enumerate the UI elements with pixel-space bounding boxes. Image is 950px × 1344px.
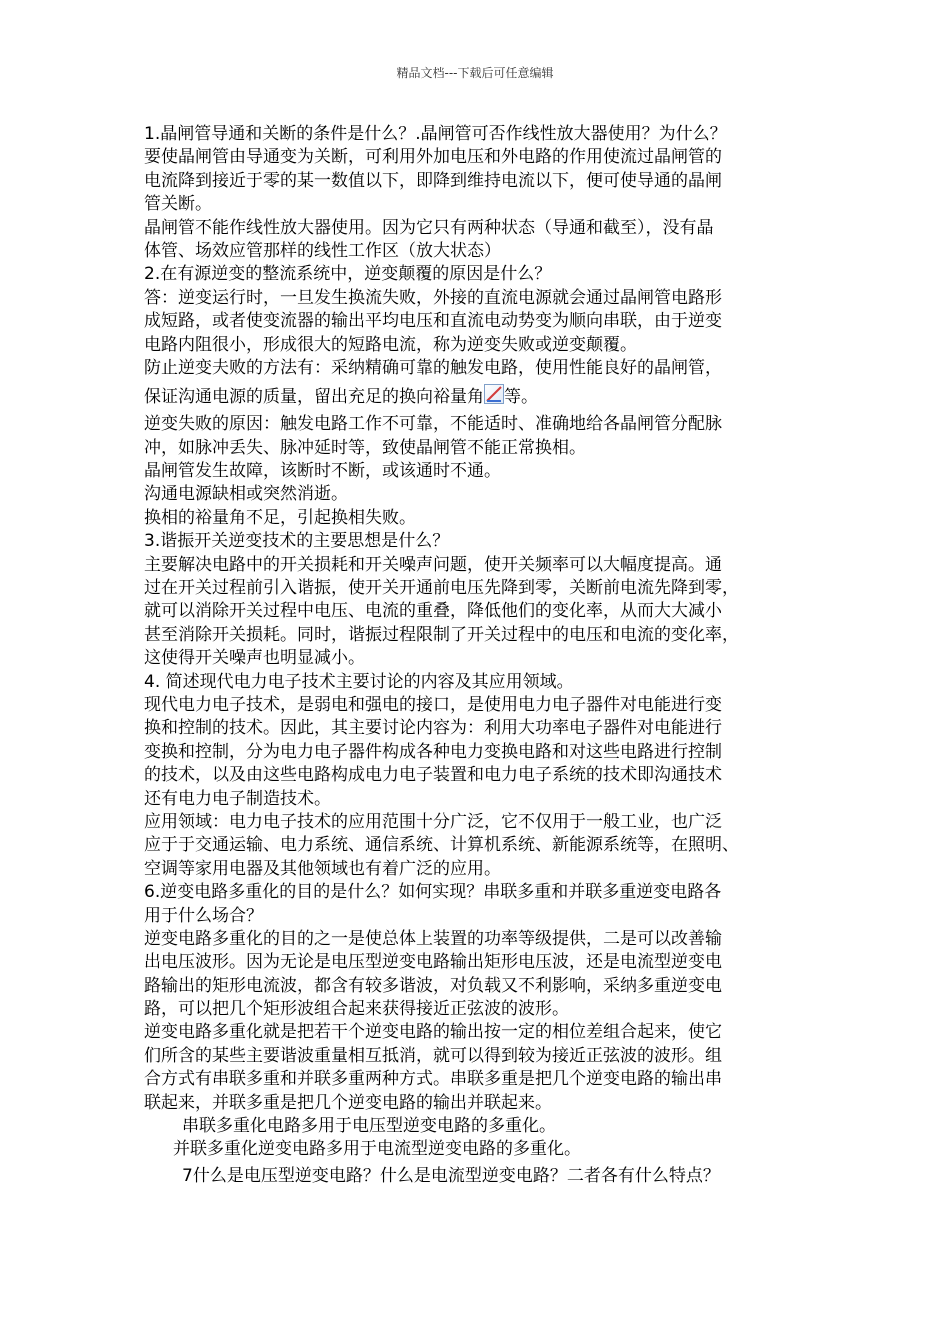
answer-6-line: 路，可以把几个矩形波组合起来获得接近正弦波的波形。: [144, 999, 569, 1020]
answer-2-line: 沟通电源缺相或突然消逝。: [144, 484, 348, 505]
answer-4-line: 的技术，以及由这些电路构成电力电子装置和电力电子系统的技术即沟通技术: [144, 765, 722, 786]
answer-2-line-with-image: [144, 380, 834, 413]
answer-4-line: 还有电力电子制造技术。: [144, 788, 331, 809]
answer-2-line: 逆变失败的原因：触发电路工作不可靠，不能适时、准确地给各晶闸管分配脉: [144, 414, 722, 435]
answer-1-line: 电流降到接近于零的某一数值以下，即降到维持电流以下，便可使导通的晶闸: [144, 170, 722, 191]
question-6-title: 用于什么场合？: [144, 905, 263, 926]
answer-4-line: 应于于交通运输、电力系统、通信系统、计算机系统、新能源系统等，在照明、: [144, 835, 739, 856]
answer-6-line: 合方式有串联多重和并联多重两种方式。串联多重是把几个逆变电路的输出串: [144, 1069, 722, 1090]
answer-4-line: 换和控制的技术。因此，其主要讨论内容为：利用大功率电子器件对电能进行: [144, 718, 722, 739]
answer-6-line: 并联多重化逆变电路多用于电流型逆变电路的多重化。: [173, 1139, 581, 1160]
question-6-title: 6.逆变电路多重化的目的是什么？如何实现？串联多重和并联多重逆变电路各: [144, 882, 722, 903]
answer-2-line: 答：逆变运行时，一旦发生换流失败，外接的直流电源就会通过晶闸管电路形: [144, 287, 722, 308]
answer-3-line: 甚至消除开关损耗。同时，谐振过程限制了开关过程中的电压和电流的变化率，: [144, 624, 739, 645]
answer-1-line: 晶闸管不能作线性放大器使用。因为它只有两种状态（导通和截至），没有晶: [144, 217, 714, 238]
question-2-title: 2.在有源逆变的整流系统中，逆变颠覆的原因是什么？: [144, 264, 552, 285]
answer-3-line: 主要解决电路中的开关损耗和开关噪声问题，使开关频率可以大幅度提高。通: [144, 554, 722, 575]
answer-3-line: 这使得开关噪声也明显减小。: [144, 648, 365, 669]
answer-6-line: 逆变电路多重化的目的之一是使总体上装置的功率等级提供，二是可以改善输: [144, 928, 722, 949]
answer-2-line: 防止逆变夫败的方法有：采纳精确可靠的触发电路，使用性能良好的晶闸管，: [144, 357, 722, 378]
question-3-title: 3.谐振开关逆变技术的主要思想是什么？: [144, 531, 450, 552]
answer-2-line: 电路内阻很小，形成很大的短路电流，称为逆变失败或逆变颠覆。: [144, 334, 637, 355]
answer-6-line: 逆变电路多重化就是把若干个逆变电路的输出按一定的相位差组合起来，使它: [144, 1022, 722, 1043]
document-body: [144, 123, 834, 1188]
answer-2-line: 换相的裕量角不足，引起换相失败。: [144, 507, 416, 528]
answer-6-line: 串联多重化电路多用于电压型逆变电路的多重化。: [182, 1116, 556, 1137]
answer-6-line: 出电压波形。因为无论是电压型逆变电路输出矩形电压波，还是电流型逆变电: [144, 952, 722, 973]
answer-4-line: 现代电力电子技术，是弱电和强电的接口，是使用电力电子器件对电能进行变: [144, 694, 722, 715]
answer-3-line: 就可以消除开关过程中电压、电流的重叠，降低他们的变化率，从而大大减小: [144, 601, 722, 622]
answer-1-line: 体管、场效应管那样的线性工作区（放大状态）: [144, 240, 501, 261]
answer-2-text: 保证沟通电源的质量，留出充足的换向裕量角: [144, 387, 484, 408]
answer-2-text: 等。: [504, 387, 538, 408]
answer-4-line: 空调等家用电器及其他领域也有着广泛的应用。: [144, 858, 501, 879]
answer-3-line: 过在开关过程前引入谐振，使开关开通前电压先降到零，关断前电流先降到零，: [144, 578, 739, 599]
answer-6-line: 联起来，并联多重是把几个逆变电路的输出并联起来。: [144, 1092, 552, 1113]
answer-4-line: 应用领域：电力电子技术的应用范围十分广泛，它不仅用于一般工业，也广泛: [144, 811, 722, 832]
question-1-title: 1.晶闸管导通和关断的条件是什么？.晶闸管可否作线性放大器使用？为什么？: [144, 124, 727, 144]
answer-1-line: 要使晶闸管由导通变为关断，可利用外加电压和外电路的作用使流过晶闸管的: [144, 147, 722, 168]
question-4-title: 4. 简述现代电力电子技术主要讨论的内容及其应用领域。: [144, 671, 574, 692]
answer-2-line: 冲，如脉冲丢失、脉冲延时等，致使晶闸管不能正常换相。: [144, 437, 586, 458]
question-7-title: 7什么是电压型逆变电路？什么是电流型逆变电路？二者各有什么特点？: [182, 1165, 720, 1186]
answer-6-line: 们所含的某些主要谐波重量相互抵消，就可以得到较为接近正弦波的波形。组: [144, 1045, 722, 1066]
answer-4-line: 变换和控制，分为电力电子器件构成各种电力变换电路和对这些电路进行控制: [144, 741, 722, 762]
page-header: 精品文档---下载后可任意编辑: [396, 66, 554, 80]
answer-2-line: 晶闸管发生故障，该断时不断，或该通时不通。: [144, 461, 501, 482]
answer-1-line: 管关断。: [144, 194, 212, 215]
answer-6-line: 路输出的矩形电流波，都含有较多谐波，对负载又不利影响，采纳多重逆变电: [144, 975, 722, 996]
answer-2-line: 成短路，或者使变流器的输出平均电压和直流电动势变为顺向串联，由于逆变: [144, 311, 722, 332]
angle-symbol-image: [484, 384, 504, 404]
